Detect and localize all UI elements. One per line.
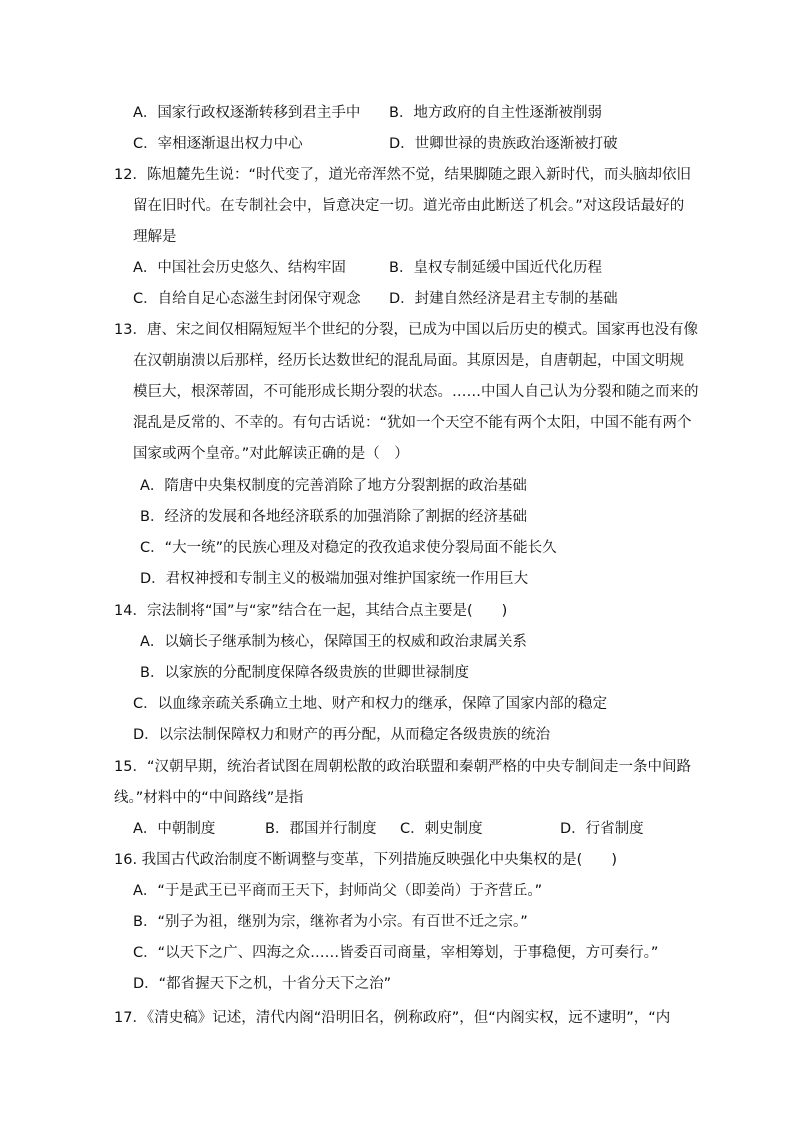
q14-option-c: C．以血缘亲疏关系确立土地、财产和权力的继承，保障了国家内部的稳定	[133, 696, 608, 712]
q13-stem-line: 模巨大，根深蒂固，不可能形成长期分裂的状态。……中国人自己认为分裂和随之而来的	[133, 384, 699, 400]
q11-option-b: B．地方政府的自主性逐渐被削弱	[389, 105, 602, 121]
q11-option-a: A．国家行政权逐渐转移到君主手中	[133, 105, 361, 121]
q13-option-c: C．“大一统”的民族心理及对稳定的孜孜追求使分裂局面不能长久	[140, 540, 557, 556]
q17-stem: 17．《清史稿》记述，清代内阁“沿明旧名，例称政府”，但“内阁实权，远不逮明”，“内	[114, 1010, 671, 1026]
q13-option-b: B．经济的发展和各地经济联系的加强消除了割据的经济基础	[140, 509, 527, 525]
q15-option-d: D．行省制度	[560, 821, 644, 837]
q13-option-a: A．隋唐中央集权制度的完善消除了地方分裂割据的政治基础	[140, 478, 527, 494]
q14-stem: 14．宗法制将“国”与“家”结合在一起，其结合点主要是( )	[114, 603, 508, 619]
q15-option-b: B．郡国并行制度	[265, 821, 377, 837]
q13-stem-line: 混乱是反常的、不幸的。有句古话说：“犹如一个天空不能有两个太阳，中国不能有两个	[133, 415, 692, 431]
q16-option-a: A．“于是武王已平商而王天下，封师尚父（即姜尚）于齐营丘。”	[133, 883, 543, 899]
q12-stem-line: 留在旧时代。在专制社会中，旨意决定一切。道光帝由此断送了机会。”对这段话最好的	[133, 198, 685, 214]
q14-option-d: D．以宗法制保障权力和财产的再分配，从而稳定各级贵族的统治	[133, 727, 551, 743]
q11-option-c: C．宰相逐渐退出权力中心	[133, 136, 303, 152]
q12-option-a: A．中国社会历史悠久、结构牢固	[133, 260, 346, 276]
q13-stem-line: 在汉朝崩溃以后那样，经历长达数世纪的混乱局面。其原因是，自唐朝起，中国文明规	[133, 353, 684, 369]
q13-stem-line: 国家或两个皇帝。”对此解读正确的是（ ）	[133, 446, 409, 462]
q16-option-d: D．“都省握天下之机，十省分天下之治”	[133, 976, 392, 992]
q16-option-b: B．“别子为祖，继别为宗，继祢者为小宗。有百世不迁之宗。”	[133, 914, 528, 930]
q12-stem-line: 理解是	[133, 229, 177, 245]
q16-stem: 16. 我国古代政治制度不断调整与变革，下列措施反映强化中央集权的是( )	[114, 852, 617, 868]
q15-option-a: A．中朝制度	[133, 821, 216, 837]
q12-option-b: B．皇权专制延缓中国近代化历程	[389, 260, 602, 276]
q11-option-d: D．世卿世禄的贵族政治逐渐被打破	[389, 136, 618, 152]
q13-option-d: D．君权神授和专制主义的极端加强对维护国家统一作用巨大	[140, 571, 529, 587]
q15-stem-line: 15．“汉朝早期，统治者试图在周朝松散的政治联盟和秦朝严格的中央专制间走一条中间路	[114, 759, 691, 775]
q12-option-c: C．自给自足心态滋生封闭保守观念	[133, 291, 361, 307]
q15-option-c: C．刺史制度	[400, 821, 483, 837]
q12-option-d: D．封建自然经济是君主专制的基础	[389, 291, 618, 307]
q14-option-b: B．以家族的分配制度保障各级贵族的世卿世禄制度	[140, 665, 469, 681]
q14-option-a: A．以嫡长子继承制为核心，保障国王的权威和政治隶属关系	[140, 634, 527, 650]
q12-stem-line: 12．陈旭麓先生说：“时代变了，道光帝浑然不觉，结果脚随之跟入新时代，而头脑却依旧	[114, 167, 691, 183]
q16-option-c: C．“以天下之广、四海之众……皆委百司商量，宰相筹划，于事稳便，方可奏行。”	[133, 945, 659, 961]
q15-stem-line: 线。”材料中的“中间路线”是指	[114, 790, 304, 806]
q13-stem-line: 13．唐、宋之间仅相隔短短半个世纪的分裂，已成为中国以后历史的模式。国家再也没有像	[114, 322, 698, 338]
